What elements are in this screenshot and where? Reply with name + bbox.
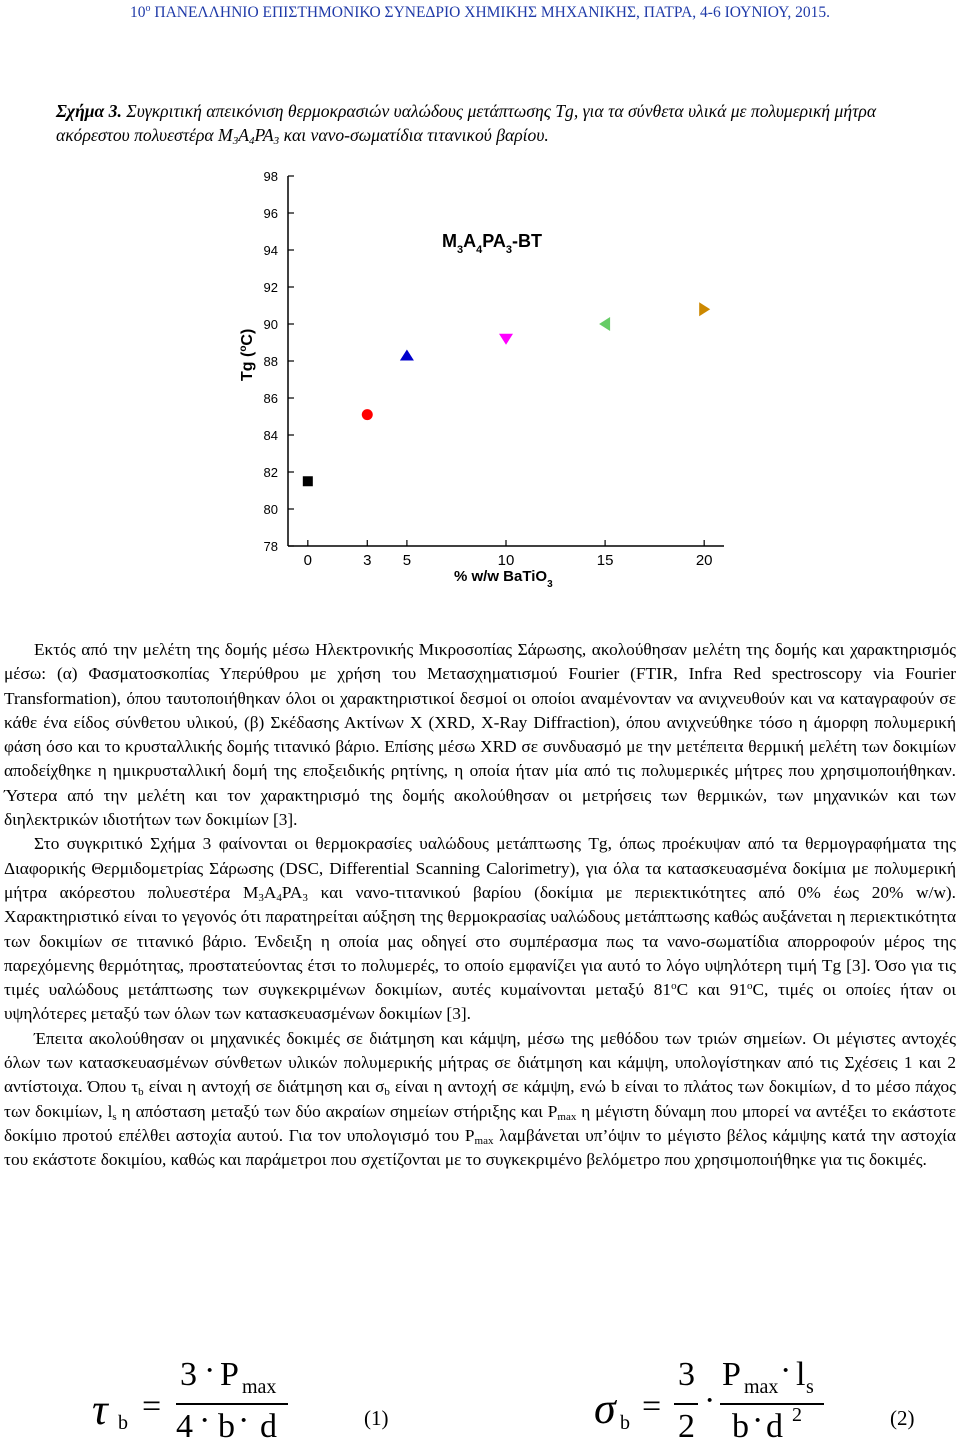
y-tick-label: 98 <box>263 169 278 184</box>
eq2-dot: · <box>704 1382 716 1419</box>
eq2-num-l-subscript: s <box>806 1376 814 1398</box>
eq2-den-dot: · <box>752 1402 764 1439</box>
eq1-den-4: 4 <box>176 1408 193 1445</box>
eq2-number: (2) <box>890 1406 915 1430</box>
caption-text: Συγκριτική απεικόνιση θερμοκρασιών υαλώδους μετάπτωσης Tg, για τα σύνθετα υλικά με πολυμερική μήτρα ακόρεστου πολυεστέρα M <box>56 101 877 145</box>
paragraph-2: Στο συγκριτικό Σχήμα 3 φαίνονται οι θερμοκρασίες υαλώδους μετάπτωσης Tg, όπως προέκυψαν από τα θερμογραφήματα της Διαφορικής Θερμιδομετρίας Σάρωσης (DSC, Differential Scanning Calorimetry), για όλα τα κατασκευασμένα δοκίμια με πολυμερική μήτρα ακόρεστου πολυεστέρα $M_3A_4PA_3$ και νανο-τιτανικού βαρίου (δοκίμια με περιεκτικότητες από 0% έως 20% w/w). Χαρακτηριστικό είναι το γεγονός ότι παρατηρείται αύξηση της θερμοκρασίας υαλώδους μετάπτωσης καθώς αυξάνεται η περιεκτικότητα των δοκιμίων σε τιτανικό βάριο. Ένδειξη η οποία μας οδηγεί στο συμπέρασμα πως τα νανο-σωματίδια απορροφούν μέρος της παρεχόμενης θερμότητας, προστατεύοντας έτσι το πολυμερές, το οποίο εμφανίζει για αυτό το λόγο υψηλότερη τιμή Tg [3]. Όσο για τις τιμές υαλώδους μετάπτωσης των συγκεκριμένων δοκιμίων, αυτές κυμαίνονται μεταξύ 81$^o$C και 91$^o$C, τιμές οι οποίες ήταν οι υψηλότερες μεταξύ των όλων των κατασκευασμένων δοκιμίων [3]. <box>4 834 956 1024</box>
eq2-frac-bar-2 <box>720 1403 824 1405</box>
x-tick-label: 0 <box>303 552 312 569</box>
eq1-den-d: d <box>260 1408 277 1445</box>
eq2-num-p: P <box>722 1356 741 1393</box>
eq2-den-b: b <box>732 1408 749 1445</box>
figure-caption <box>56 99 936 147</box>
conference-title: ΠΑΝΕΛΛΗΝΙΟ ΕΠΙΣΤΗΜΟΝΙΚΟ ΣΥΝΕΔΡΙΟ ΧΗΜΙΚΗΣ ΜΗΧΑΝΙΚΗΣ, ΠΑΤΡΑ, 4-6 ΙΟΥΝΙΟΥ, 2015. <box>150 4 830 21</box>
eq2-den-exponent: 2 <box>792 1404 802 1426</box>
eq2-equals: = <box>642 1388 662 1425</box>
caption-subscript: 3 <box>232 135 239 147</box>
y-tick-label: 82 <box>263 465 278 480</box>
x-tick-label: 20 <box>695 552 713 569</box>
y-tick-label: 96 <box>263 206 278 221</box>
eq1-den-dot-2: · <box>238 1402 250 1439</box>
chart-annotation: $M_3A_4PA_3-BT$ <box>442 231 543 256</box>
x-tick-label: 10 <box>497 552 515 569</box>
figure-label: Σχήμα 3. <box>56 101 122 121</box>
eq2-den-d: d <box>766 1408 783 1445</box>
tg-scatter-chart <box>232 168 732 592</box>
data-point-square <box>303 476 313 486</box>
y-tick-label: 86 <box>263 391 278 406</box>
caption-subscript: 3 <box>273 135 280 147</box>
caption-text: A <box>238 125 249 145</box>
y-tick-label: 84 <box>263 428 278 443</box>
conference-number: 10 <box>130 4 146 21</box>
eq1-den-dot: · <box>199 1402 211 1439</box>
y-tick-label: 90 <box>263 317 278 332</box>
caption-text: PA <box>254 125 274 145</box>
eq2-num-dot: · <box>780 1352 792 1389</box>
x-axis-label: % w/w BaTiO$_3$ <box>454 568 553 590</box>
y-tick-label: 88 <box>263 354 278 369</box>
eq1-fraction-bar <box>176 1403 288 1405</box>
y-tick-label: 78 <box>263 539 278 554</box>
eq2-sigma: σ <box>594 1384 616 1433</box>
conference-header <box>0 3 960 22</box>
x-tick-label: 15 <box>596 552 614 569</box>
eq1-number: (1) <box>364 1406 389 1430</box>
eq1-num-3: 3 <box>180 1356 197 1393</box>
eq2-sigma-subscript: b <box>620 1412 630 1434</box>
conference-ordinal: ο <box>145 3 151 14</box>
data-point-circle <box>362 409 373 420</box>
caption-text: και νανο-σωματίδια τιτανικού βαρίου. <box>279 125 549 145</box>
chart-svg <box>232 168 732 592</box>
eq2-num-l: l <box>796 1356 806 1393</box>
x-tick-label: 3 <box>363 552 372 569</box>
y-tick-label: 92 <box>263 280 278 295</box>
x-tick-label: 5 <box>402 552 412 569</box>
y-axis-label: Tg ($^o$C) <box>238 328 256 381</box>
eq1-equals: = <box>142 1388 162 1425</box>
caption-subscript: 4 <box>248 135 255 147</box>
y-tick-label: 94 <box>263 243 278 258</box>
eq1-num-p-subscript: max <box>242 1376 277 1398</box>
eq1-num-dot: · <box>204 1352 216 1389</box>
eq1-num-p: P <box>220 1356 239 1393</box>
eq1-den-b: b <box>218 1408 235 1445</box>
eq2-frac-bar-1 <box>674 1403 698 1405</box>
eq2-frac-den: 2 <box>678 1408 695 1445</box>
eq1-tau-subscript: b <box>118 1412 128 1434</box>
eq2-frac-num: 3 <box>678 1356 695 1393</box>
eq2-num-p-subscript: max <box>744 1376 779 1398</box>
eq1-tau: τ <box>92 1385 108 1434</box>
body-text <box>4 638 956 1173</box>
paragraph-3: Έπειτα ακολούθησαν οι μηχανικές δοκιμές σε διάτμηση και κάμψη, μέσω της μεθόδου των τριών σημείων. Οι μέγιστες αντοχές όλων των κατασκευασμένων σύνθετων υλικών πολυμερικής μήτρας σε διάτμηση και κάμψη, υπολογίστηκαν από τις Σχέσεις 1 και 2 αντίστοιχα. Όπου $\tau_b$ είναι η αντοχή σε διάτμηση και $\sigma_b$ είναι η αντοχή σε κάμψη, ενώ b είναι το πλάτος των δοκιμίων, d το μέσο πάχος των δοκιμίων, $l_s$ η απόσταση μεταξύ των δύο ακραίων σημείων στήριξης και $P_{max}$ η μέγιστη δύναμη που μπορεί να αντέξει το εκάστοτε δοκίμιο προτού επέλθει αστοχία αυτού. Για τον υπολογισμό του $P_{max}$ λαμβάνεται υπ’όψιν το μέγιστο βέλος κάμψης κατά την αστοχία του εκάστοτε δοκιμίου, καθώς και παράμετροι που σχετίζονται με το συγκεκριμένο βελόμετρο που χρησιμοποιήθηκε για τις δοκιμές. <box>4 1028 956 1170</box>
paragraph-1: Εκτός από την μελέτη της δομής μέσω Ηλεκτρονικής Μικροσοπίας Σάρωσης, ακολούθησαν μελέτη της δομής και χαρακτηρισμός μέσω: (α) Φασματοσκοπίας Υπερύθρου με χρήση του Μετασχηματισμού Fourier (FTIR, Infra Red spectroscopy via Fourier Transformation), όπου ταυτοποιήθηκαν όλοι οι χαρακτηριστικοί δεσμοί οι οποίοι αναμένονταν να ανιχνευθούν και να καταγραφούν σε κάθε ένα είδος σύνθετου υλικού, (β) Σκέδασης Ακτίνων Χ (XRD, X-Ray Diffraction), όπου ανιχνεύθηκε τόσο η άμορφη πολυμερική φάση όσο και το κρυσταλλικής δομής τιτανικό βάριο. Επίσης μέσω XRD σε συνδυασμό με την μετέπειτα θερμική μελέτη των δοκιμίων αποδείχθηκε η ημικρυσταλλική δομή της εποξειδικής ρητίνης, η οποία ήταν μία από τις πολυμερικές μήτρες που χρησιμοποιήθηκαν. Ύστερα από την μελέτη και τον χαρακτηρισμό της δομής ακολούθησαν οι μετρήσεις των θερμικών, των μηχανικών και των διηλεκτρικών ιδιοτήτων των δοκιμίων [3]. <box>4 640 956 830</box>
y-tick-label: 80 <box>263 502 278 517</box>
